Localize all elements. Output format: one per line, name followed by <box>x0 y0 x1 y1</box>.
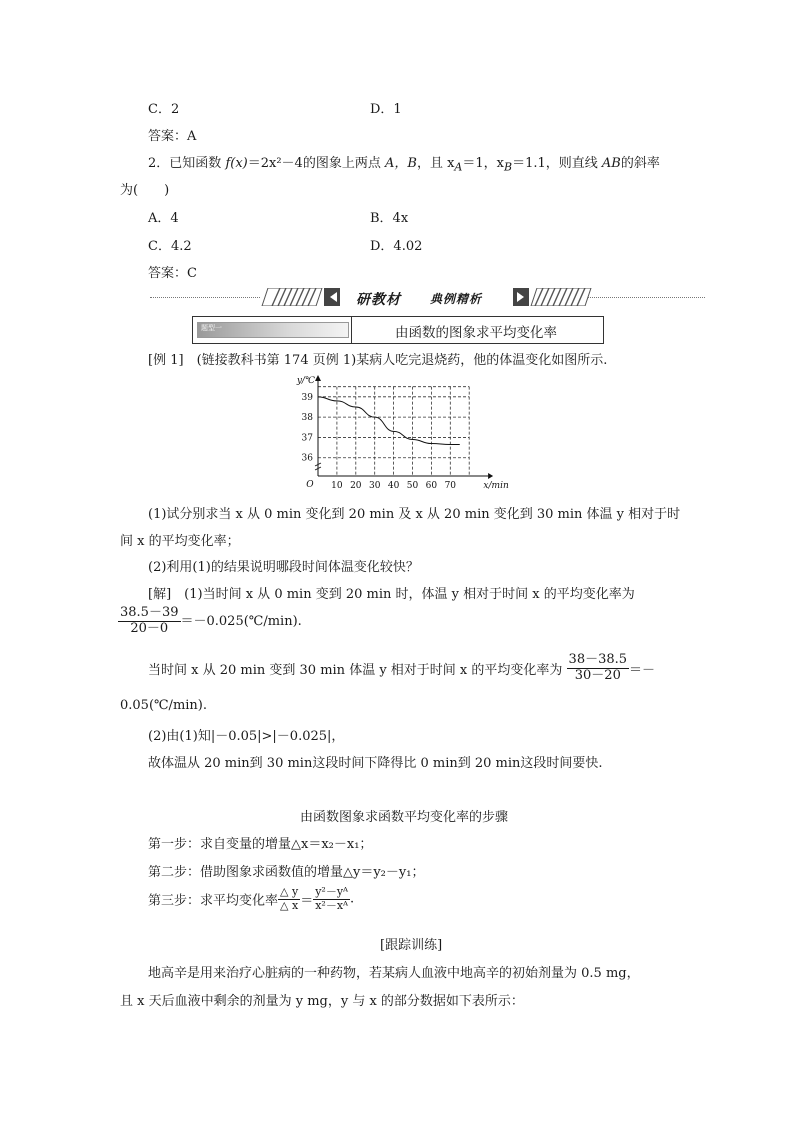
x-tick-10: 10 <box>331 481 343 491</box>
question-part-2: (2)利用(1)的结果说明哪段时间体温变化较快？ <box>148 560 419 575</box>
banner-rule-left <box>150 297 260 298</box>
solution-formula-1: $\frac{38.5-39}{20-0}$ ＝－0.025(℃/min). <box>120 605 302 636</box>
y-tick-38: 38 <box>301 413 313 424</box>
option-c: C．4.2 <box>148 239 192 254</box>
solution-2-wrap: 0.05(℃/min). <box>120 698 208 713</box>
x-tick-40: 40 <box>387 481 400 491</box>
banner-title: 研教材 <box>356 292 401 308</box>
tracking-line-1: 地高辛是用来治疗心脏病的一种药物，若某病人血液中地高辛的初始剂量为 0.5 mg， <box>148 966 640 981</box>
section-title: 由函数的图象求平均变化率 <box>395 325 557 341</box>
option-d: D．4.02 <box>370 239 423 254</box>
x-tick-20: 20 <box>350 481 362 491</box>
answer-2: 答案：C <box>148 266 197 281</box>
method-step-1: 第一步：求自变量的增量△x＝x₂－x₁； <box>148 837 373 852</box>
solution-3: (2)由(1)知|－0.05|>|－0.025|， <box>148 729 345 744</box>
temperature-chart <box>288 372 533 492</box>
method-title: 由函数图象求函数平均变化率的步骤 <box>300 810 509 825</box>
section-box <box>192 316 604 344</box>
question-2-wrap: 为( ) <box>120 183 170 198</box>
solution-4: 故体温从 20 min到 30 min这段时间下降得比 0 min到 20 min这段时间要快. <box>148 756 603 771</box>
fraction-delta: $\frac{\triangle y}{\triangle x}$ <box>280 885 299 912</box>
fraction-2: $\frac{38-38.5}{30-20}$ <box>568 652 628 683</box>
x-tick-50: 50 <box>406 481 419 491</box>
x-tick-60: 60 <box>425 481 438 491</box>
option-c-top: C．2 <box>148 102 180 117</box>
solution-2: 当时间 x 从 20 min 变到 30 min 体温 y 相对于时间 x 的平均变化率为 $\frac{38-38.5}{30-20}$ ＝－ <box>148 652 656 683</box>
x-tick-30: 30 <box>368 481 381 491</box>
banner-stripe-right <box>513 288 593 306</box>
option-b: B．4x <box>370 211 409 226</box>
solution-label: [解] <box>148 587 172 602</box>
method-step-2: 第二步：借助图象求函数值的增量△y＝y₂－y₁； <box>148 865 425 880</box>
example-label: [例 1] <box>148 353 184 368</box>
origin-label: O <box>306 480 314 490</box>
y-axis-arrow <box>315 375 321 381</box>
chart-labels <box>296 376 509 491</box>
fraction-1: $\frac{38.5-39}{20-0}$ <box>120 605 179 636</box>
y-tick-36: 36 <box>301 453 313 464</box>
x-axis-label: x/min <box>483 481 509 491</box>
banner-stripe-left <box>260 288 340 306</box>
tracking-line-2: 且 x 天后血液中剩余的剂量为 y mg，y 与 x 的部分数据如下表所示： <box>120 994 524 1009</box>
option-a: A．4 <box>148 211 179 226</box>
chart-axes <box>315 375 493 479</box>
question-2: 2．已知函数 f(x)＝2x²－4的图象上两点 A，B，且 $x_A=1$，$x_B=1.1$，则直线 AB的斜率 <box>148 156 660 174</box>
solution-1: [解] (1)当时间 x 从 0 min 变到 20 min 时，体温 y 相对于时间 x 的平均变化率为 <box>148 587 635 602</box>
y-tick-39: 39 <box>301 392 313 403</box>
method-step-3: 第三步：求平均变化率 $\frac{\triangle y}{\triangle x}$ ＝ $\frac{\text{y²－yᴬ}}{\text{x²－xᴬ}}$ . <box>148 885 355 912</box>
answer-1: 答案：A <box>148 129 197 144</box>
question-part-1: (1)试分别求当 x 从 0 min 变化到 20 min 及 x 从 20 min 变化到 30 min 体温 y 相对于时 <box>148 507 681 522</box>
y-tick-37: 37 <box>301 433 313 444</box>
example-1 <box>148 349 607 368</box>
question-part-1-wrap: 间 x 的平均变化率； <box>120 534 240 549</box>
section-divider <box>351 317 352 343</box>
section-tag: 题型一 <box>201 324 222 332</box>
x-axis-arrow <box>488 473 493 479</box>
x-tick-70: 70 <box>444 481 457 491</box>
y-axis-label: y/℃ <box>296 376 315 386</box>
option-d-top: D．1 <box>370 102 402 117</box>
example-text: (链接教科书第 174 页例 1)某病人吃完退烧药，他的体温变化如图所示. <box>196 353 608 368</box>
fraction-step: $\frac{\text{y²－yᴬ}}{\text{x²－xᴬ}}$ <box>315 885 349 912</box>
tracking-title: [跟踪训练] <box>380 938 443 953</box>
banner-subtitle: 典例精析 <box>430 292 483 306</box>
